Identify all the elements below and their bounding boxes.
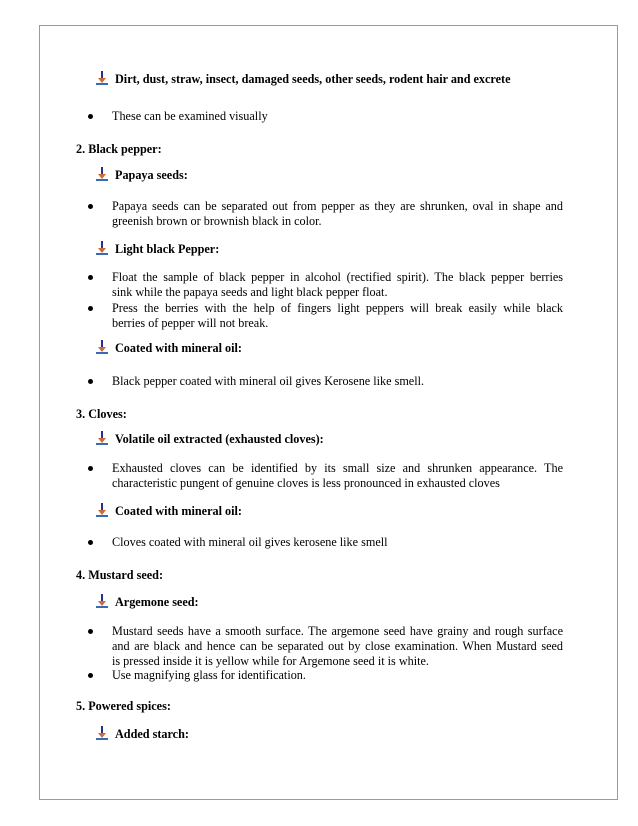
section-heading: 3. Cloves: [76, 407, 127, 421]
bullet-dot-icon [88, 673, 93, 678]
bullet-text [112, 624, 563, 669]
bullet-text-line: Cloves coated with mineral oil gives kerosene like smell [112, 535, 388, 549]
subheading-text: Coated with mineral oil: [115, 341, 242, 355]
bullet-text-line: Use magnifying glass for identification. [112, 668, 306, 682]
bullet-text [112, 270, 563, 300]
bullet-text-line: Press the berries with the help of fingers light peppers will break easily while black [112, 301, 563, 315]
arrow-down-bullet-icon [95, 71, 109, 86]
bullet-dot-icon [88, 629, 93, 634]
bullet-dot-icon [88, 306, 93, 311]
subheading-text: Papaya seeds: [115, 168, 188, 182]
subheading-text: Coated with mineral oil: [115, 504, 242, 518]
bullet-text [112, 668, 563, 683]
arrow-down-bullet-icon [95, 241, 109, 256]
bullet-dot-icon [88, 204, 93, 209]
section-heading: 4. Mustard seed: [76, 568, 163, 582]
bullet-dot-icon [88, 540, 93, 545]
arrow-down-bullet-icon [95, 726, 109, 741]
bullet-text-line: berries of pepper will not break. [112, 316, 269, 330]
arrow-down-bullet-icon [95, 431, 109, 446]
bullet-text-line: Mustard seeds have a smooth surface. The argemone seed have grainy and rough surface [112, 624, 563, 638]
arrow-down-bullet-icon [95, 340, 109, 355]
bullet-text [112, 374, 563, 389]
section-heading: 5. Powered spices: [76, 699, 171, 713]
bullet-text [112, 109, 563, 124]
arrow-down-bullet-icon [95, 167, 109, 182]
bullet-text [112, 535, 563, 550]
subheading-text: Light black Pepper: [115, 242, 220, 256]
bullet-dot-icon [88, 114, 93, 119]
bullet-text [112, 461, 563, 491]
bullet-text-line: greenish brown or brownish black in color. [112, 214, 322, 228]
bullet-text [112, 301, 563, 331]
section-heading: 2. Black pepper: [76, 142, 162, 156]
bullet-text-line: sink while the papaya seeds and light black pepper float. [112, 285, 388, 299]
subheading-text: Argemone seed: [115, 595, 199, 609]
bullet-text-line: Papaya seeds can be separated out from pepper as they are shrunken, oval in shape and [112, 199, 563, 213]
bullet-dot-icon [88, 466, 93, 471]
subheading-text: Added starch: [115, 727, 189, 741]
bullet-dot-icon [88, 379, 93, 384]
arrow-down-bullet-icon [95, 503, 109, 518]
bullet-text [112, 199, 563, 229]
bullet-text-line: characteristic pungent of genuine cloves is less pronounced in exhausted cloves [112, 476, 500, 490]
subheading-text: Dirt, dust, straw, insect, damaged seeds, other seeds, rodent hair and excrete [115, 72, 511, 86]
bullet-text-line: These can be examined visually [112, 109, 268, 123]
subheading-text: Volatile oil extracted (exhausted cloves): [115, 432, 324, 446]
bullet-text-line: and are black and hence can be separated out by close examination. When Mustard seed [112, 639, 563, 653]
bullet-text-line: Exhausted cloves can be identified by its small size and shrunken appearance. The [112, 461, 563, 475]
bullet-text-line: Black pepper coated with mineral oil gives Kerosene like smell. [112, 374, 425, 388]
bullet-text-line: Float the sample of black pepper in alcohol (rectified spirit). The black pepper berries [112, 270, 563, 284]
bullet-dot-icon [88, 275, 93, 280]
arrow-down-bullet-icon [95, 594, 109, 609]
bullet-text-line: is pressed inside it is yellow while for Argemone seed it is white. [112, 654, 429, 668]
